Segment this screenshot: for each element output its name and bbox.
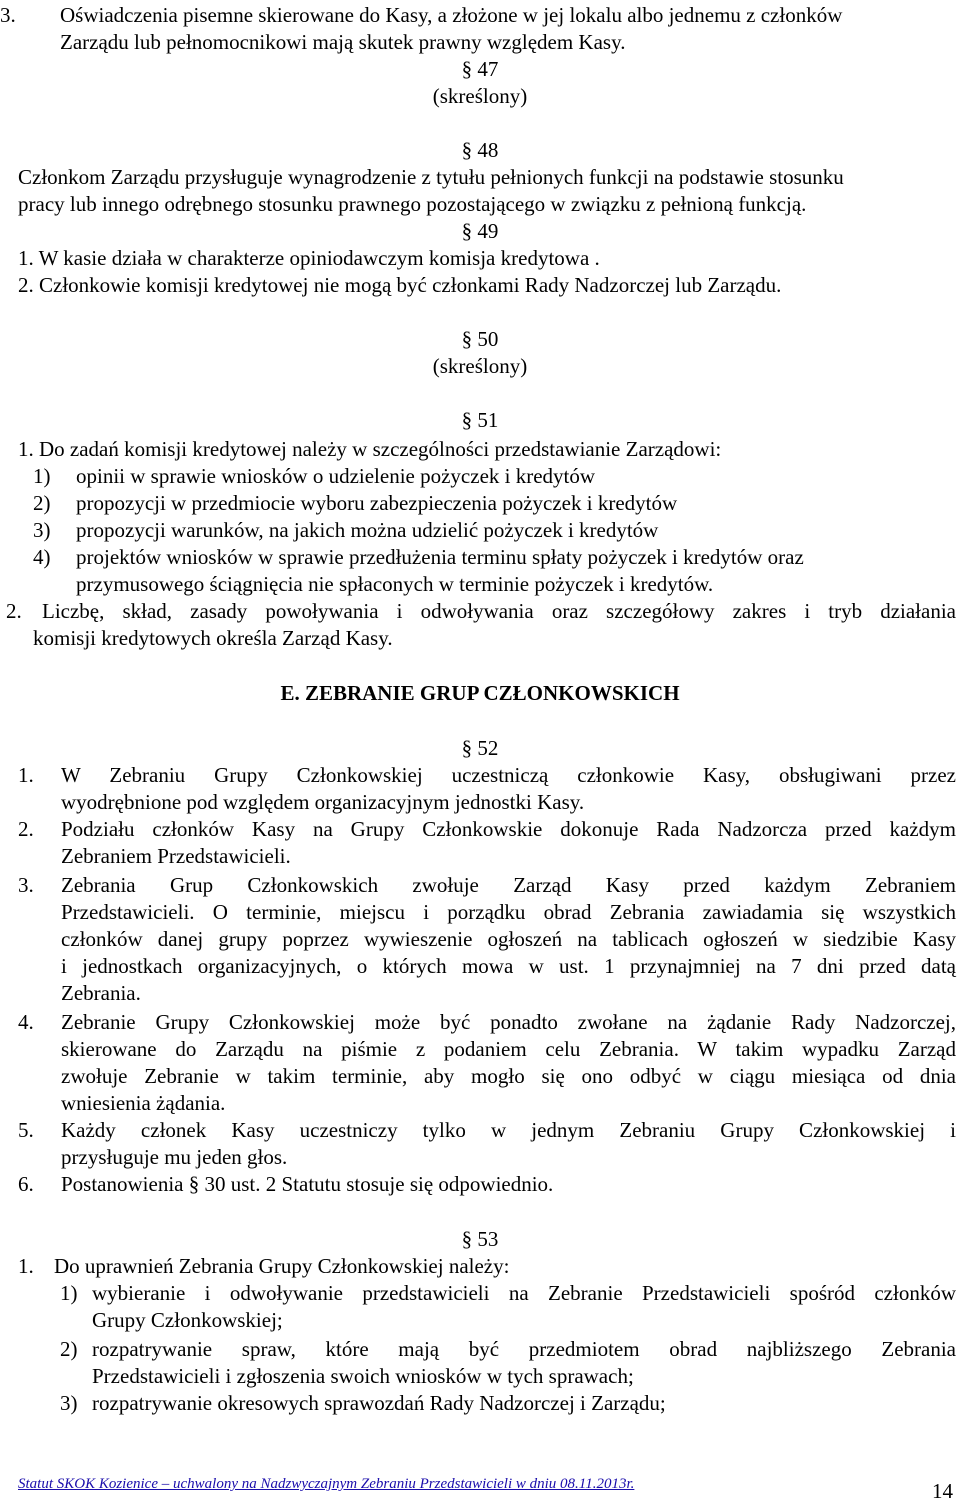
paragraph-line: 2. Członkowie komisji kredytowej nie mogą być członkami Rady Nadzorczej lub Zarządu. (18, 273, 782, 297)
paragraph-line: 1. W kasie działa w charakterze opiniodawczym komisja kredytowa . (18, 246, 600, 270)
paragraph-line: Zebrania Grup Członkowskich zwołuje Zarząd Kasy przed każdym Zebraniem (61, 873, 956, 897)
paragraph-line: skierowane do Zarządu na piśmie z podaniem celu Zebrania. W takim wypadku Zarząd (61, 1037, 956, 1061)
section-heading: § 51 (461, 408, 499, 432)
paragraph-line: Zebranie Grupy Członkowskiej może być ponadto zwołane na żądanie Rady Nadzorczej, (61, 1010, 956, 1034)
section-heading: § 50 (461, 327, 499, 351)
section-heading: § 53 (461, 1227, 499, 1251)
list-item: rozpatrywanie okresowych sprawozdań Rady Nadzorczej i Zarządu; (92, 1391, 666, 1415)
paragraph-line: W Zebraniu Grupy Członkowskiej uczestniczą członkowie Kasy, obsługiwani przez (61, 763, 956, 787)
paragraph-line: Zarządu lub pełnomocnikowi mają skutek prawny względem Kasy. (60, 30, 626, 54)
list-item-continuation: przymusowego ściągnięcia nie spłaconych w terminie pożyczek i kredytów. (76, 572, 714, 596)
list-number: 2) (60, 1337, 78, 1361)
paragraph-line: zwołuje Zebranie w takim terminie, aby mogło się ono odbyć w ciągu miesiąca od dnia (61, 1064, 956, 1088)
list-number: 3. (0, 3, 16, 27)
list-number: 4. (18, 1010, 34, 1034)
list-number: 1) (60, 1281, 78, 1305)
chapter-title: E. ZEBRANIE GRUP CZŁONKOWSKICH (280, 681, 680, 705)
list-item: wybieranie i odwoływanie przedstawicieli na Zebranie Przedstawicieli spośród członków (92, 1281, 956, 1305)
paragraph-line: wyodrębnione pod względem organizacyjnym jednostki Kasy. (61, 790, 585, 814)
paragraph-line: Przedstawicieli. O terminie, miejscu i porządku obrad Zebrania zawiadamia się wszystkich (61, 900, 956, 924)
paragraph-line: komisji kredytowych określa Zarząd Kasy. (33, 626, 393, 650)
list-item: rozpatrywanie spraw, które mają być przedmiotem obrad najbliższego Zebrania (92, 1337, 956, 1361)
paragraph-line: Każdy członek Kasy uczestniczy tylko w jednym Zebraniu Grupy Członkowskiej i (61, 1118, 956, 1142)
paragraph-line: Członkom Zarządu przysługuje wynagrodzenie z tytułu pełnionych funkcji na podstawie stosunku (18, 165, 844, 189)
list-number: 1) (33, 464, 51, 488)
paragraph-line: Liczbę, skład, zasady powoływania i odwoływania oraz szczegółowy zakres i tryb działania (42, 599, 956, 623)
paragraph-line: wniesienia żądania. (61, 1091, 226, 1115)
paragraph-line: członków danej grupy poprzez wywieszenie ogłoszeń na tablicach ogłoszeń w siedzibie Kasy (61, 927, 956, 951)
list-number: 3) (33, 518, 51, 542)
paragraph-line: Zebrania. (61, 981, 141, 1005)
paragraph-line: Postanowienia § 30 ust. 2 Statutu stosuje się odpowiednio. (61, 1172, 554, 1196)
list-item: projektów wniosków w sprawie przedłużenia terminu spłaty pożyczek i kredytów oraz (76, 545, 804, 569)
footer-statute-link[interactable]: Statut SKOK Kozienice – uchwalony na Nadzwyczajnym Zebraniu Przedstawicieli w dniu 08.11.2013r. (18, 1476, 635, 1492)
paragraph-line: i jednostkach organizacyjnych, o których mowa w ust. 1 przynajmniej na 7 dni przed datą (61, 954, 956, 978)
paragraph-line: Do uprawnień Zebrania Grupy Członkowskiej należy: (54, 1254, 510, 1278)
paragraph-line: Oświadczenia pisemne skierowane do Kasy, a złożone w jej lokalu albo jednemu z członków (60, 3, 843, 27)
paragraph-line: Podziału członków Kasy na Grupy Członkowskie dokonuje Rada Nadzorcza przed każdym (61, 817, 956, 841)
list-item-continuation: Grupy Członkowskiej; (92, 1308, 283, 1332)
paragraph-line: przysługuje mu jeden głos. (61, 1145, 288, 1169)
list-number: 2. (6, 599, 22, 623)
section-heading: § 52 (461, 736, 499, 760)
section-heading: § 47 (461, 57, 499, 81)
list-number: 6. (18, 1172, 34, 1196)
list-number: 1. (18, 1254, 34, 1278)
list-number: 2) (33, 491, 51, 515)
list-number: 3) (60, 1391, 78, 1415)
list-number: 2. (18, 817, 34, 841)
page-number: 14 (932, 1479, 953, 1503)
section-note: (skreślony) (432, 354, 528, 378)
list-number: 3. (18, 873, 34, 897)
paragraph-line: pracy lub innego odrębnego stosunku prawnego pozostającego w związku z pełnioną funkcją. (18, 192, 807, 216)
list-number: 5. (18, 1118, 34, 1142)
list-item: propozycji w przedmiocie wyboru zabezpieczenia pożyczek i kredytów (76, 491, 678, 515)
section-heading: § 48 (461, 138, 499, 162)
section-heading: § 49 (461, 219, 499, 243)
list-item: propozycji warunków, na jakich można udzielić pożyczek i kredytów (76, 518, 659, 542)
list-number: 4) (33, 545, 51, 569)
paragraph-line: Zebraniem Przedstawicieli. (61, 844, 291, 868)
list-item-continuation: Przedstawicieli i zgłoszenia swoich wniosków w tych sprawach; (92, 1364, 634, 1388)
list-item: opinii w sprawie wniosków o udzielenie pożyczek i kredytów (76, 464, 596, 488)
section-note: (skreślony) (432, 84, 528, 108)
list-number: 1. (18, 763, 34, 787)
paragraph-line: 1. Do zadań komisji kredytowej należy w szczególności przedstawianie Zarządowi: (18, 437, 722, 461)
